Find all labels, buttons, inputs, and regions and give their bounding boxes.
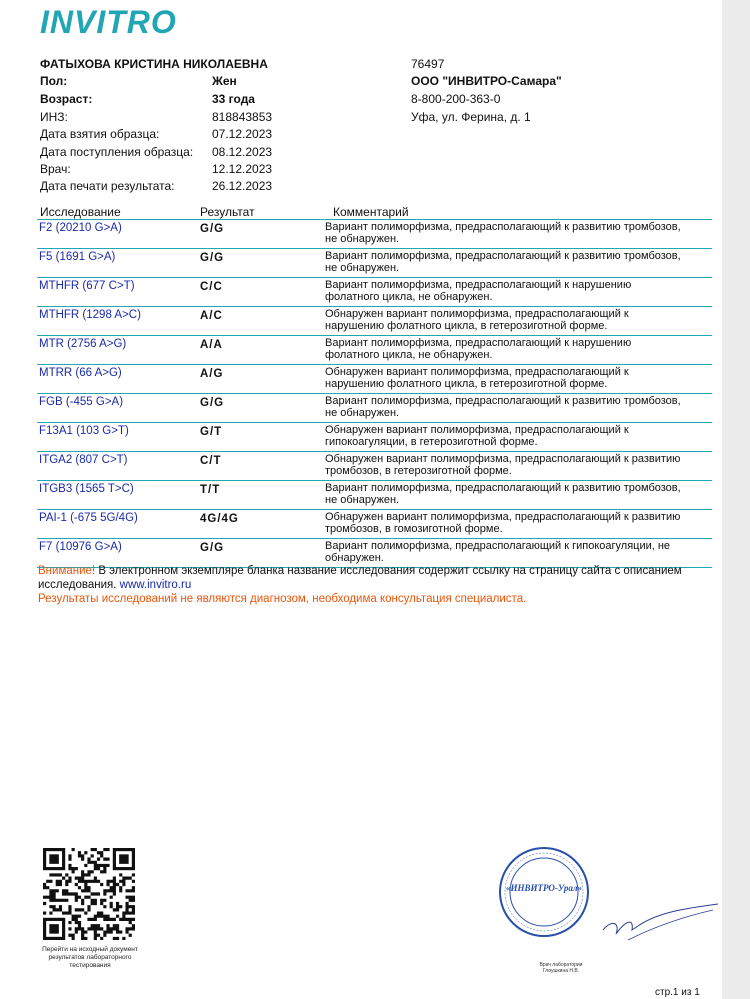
table-row	[37, 451, 712, 480]
test-link[interactable]: FGB (-455 G>A)	[39, 396, 124, 408]
result-value: T/T	[200, 484, 221, 496]
result-value: G/G	[200, 252, 225, 264]
comment-text: Вариант полиморфизма, предрасполагающий к развитию тромбозов, не обнаружен.	[325, 250, 681, 274]
comment-text: Обнаружен вариант полиморфизма, предрасполагающий к гипокоагуляции, в гетерозиготной форме.	[325, 424, 629, 448]
test-link[interactable]: ITGB3 (1565 T>C)	[39, 483, 134, 495]
test-link[interactable]: ITGA2 (807 C>T)	[39, 454, 128, 466]
test-link[interactable]: MTR (2756 A>G)	[39, 338, 127, 350]
sample-received-value: 08.12.2023	[212, 145, 273, 159]
comment-text: Вариант полиморфизма, предрасполагающий к гипокоагуляции, не обнаружен.	[325, 540, 671, 564]
results-table-header	[40, 205, 712, 219]
notes-block	[38, 564, 718, 606]
doctor-label: Врач:	[40, 162, 71, 176]
site-link[interactable]: www.invitro.ru	[119, 579, 192, 591]
lab-stamp	[497, 845, 591, 939]
table-row	[37, 219, 712, 248]
page-number: стр.1 из 1	[655, 987, 700, 998]
header-test: Исследование	[40, 205, 121, 219]
result-value: G/G	[200, 223, 225, 235]
sample-received-label: Дата поступления образца:	[40, 145, 194, 159]
table-row	[37, 480, 712, 509]
inz-value: 818843853	[212, 110, 273, 124]
doctor-value: 12.12.2023	[212, 162, 273, 176]
lab-name: ООО "ИНВИТРО-Самара"	[411, 74, 562, 88]
disclaimer: Результаты исследований не являются диагнозом, необходима консультация специалиста.	[38, 593, 527, 605]
result-value: A/G	[200, 368, 224, 380]
comment-text: Вариант полиморфизма, предрасполагающий к развитию тромбозов, не обнаружен.	[325, 221, 681, 245]
results-table	[37, 219, 712, 568]
table-row	[37, 335, 712, 364]
invitro-logo: INVITRO	[40, 4, 177, 40]
result-value: A/C	[200, 310, 223, 322]
doctor-caption: Врач лаборатории Глоушкина Н.В.	[539, 962, 583, 974]
header-result: Результат	[200, 205, 255, 219]
test-link[interactable]: MTRR (66 A>G)	[39, 367, 122, 379]
result-value: G/T	[200, 426, 223, 438]
comment-text: Вариант полиморфизма, предрасполагающий к нарушению фолатного цикла, не обнаружен.	[325, 337, 632, 361]
inz-label: ИНЗ:	[40, 110, 68, 124]
result-value: G/G	[200, 397, 225, 409]
test-link[interactable]: F2 (20210 G>A)	[39, 222, 122, 234]
test-link[interactable]: MTHFR (677 C>T)	[39, 280, 135, 292]
signature	[598, 900, 723, 950]
comment-text: Обнаружен вариант полиморфизма, предрасполагающий к развитию тромбозов, в гомозиготной форме.	[325, 511, 681, 535]
qr-caption: Перейти на исходный документ результатов лабораторного тестирования	[42, 946, 138, 969]
lab-phone: 8-800-200-363-0	[411, 92, 501, 106]
result-value: G/G	[200, 542, 225, 554]
result-value: 4G/4G	[200, 513, 239, 525]
lab-code: 76497	[411, 57, 445, 71]
table-row	[37, 393, 712, 422]
sex-value: Жен	[212, 74, 237, 88]
result-value: C/C	[200, 281, 223, 293]
sample-taken-label: Дата взятия образца:	[40, 127, 160, 141]
comment-text: Обнаружен вариант полиморфизма, предрасполагающий к развитию тромбозов, в гетерозиготной форме.	[325, 453, 681, 477]
table-row	[37, 509, 712, 538]
test-link[interactable]: F13A1 (103 G>T)	[39, 425, 129, 437]
header-comment: Комментарий	[333, 205, 409, 219]
attention-label: Внимание!	[38, 565, 96, 577]
table-row	[37, 422, 712, 451]
attention-note	[38, 564, 718, 592]
comment-text: Вариант полиморфизма, предрасполагающий к развитию тромбозов, не обнаружен.	[325, 482, 681, 506]
comment-text: Вариант полиморфизма, предрасполагающий к нарушению фолатного цикла, не обнаружен.	[325, 279, 632, 303]
page-edge-shadow	[722, 0, 750, 999]
test-link[interactable]: F5 (1691 G>A)	[39, 251, 116, 263]
test-link[interactable]: PAI-1 (-675 5G/4G)	[39, 512, 138, 524]
table-row	[37, 364, 712, 393]
comment-text: Вариант полиморфизма, предрасполагающий к развитию тромбозов, не обнаружен.	[325, 395, 681, 419]
table-row	[37, 277, 712, 306]
table-row	[37, 248, 712, 277]
print-date-label: Дата печати результата:	[40, 179, 175, 193]
qr-code[interactable]	[43, 848, 135, 940]
age-label: Возраст:	[40, 92, 93, 106]
result-value: A/A	[200, 339, 223, 351]
comment-text: Обнаружен вариант полиморфизма, предрасполагающий к нарушению фолатного цикла, в гетерозиготной форме.	[325, 366, 629, 390]
patient-name: ФАТЫХОВА КРИСТИНА НИКОЛАЕВНА	[40, 57, 268, 71]
lab-address: Уфа, ул. Ферина, д. 1	[411, 110, 531, 124]
comment-text: Обнаружен вариант полиморфизма, предрасполагающий к нарушению фолатного цикла, в гетерозиготной форме.	[325, 308, 629, 332]
result-value: C/T	[200, 455, 222, 467]
age-value: 33 года	[212, 92, 255, 106]
sample-taken-value: 07.12.2023	[212, 127, 273, 141]
sex-label: Пол:	[40, 74, 68, 88]
test-link[interactable]: MTHFR (1298 A>C)	[39, 309, 141, 321]
stamp-text: «ИНВИТРО-Урал»	[506, 883, 582, 893]
attention-text: В электронном экземпляре бланка название исследования содержит ссылку на страницу сайта с описанием исследования.	[38, 565, 682, 591]
print-date-value: 26.12.2023	[212, 179, 273, 193]
test-link[interactable]: F7 (10976 G>A)	[39, 541, 122, 553]
table-row	[37, 306, 712, 335]
